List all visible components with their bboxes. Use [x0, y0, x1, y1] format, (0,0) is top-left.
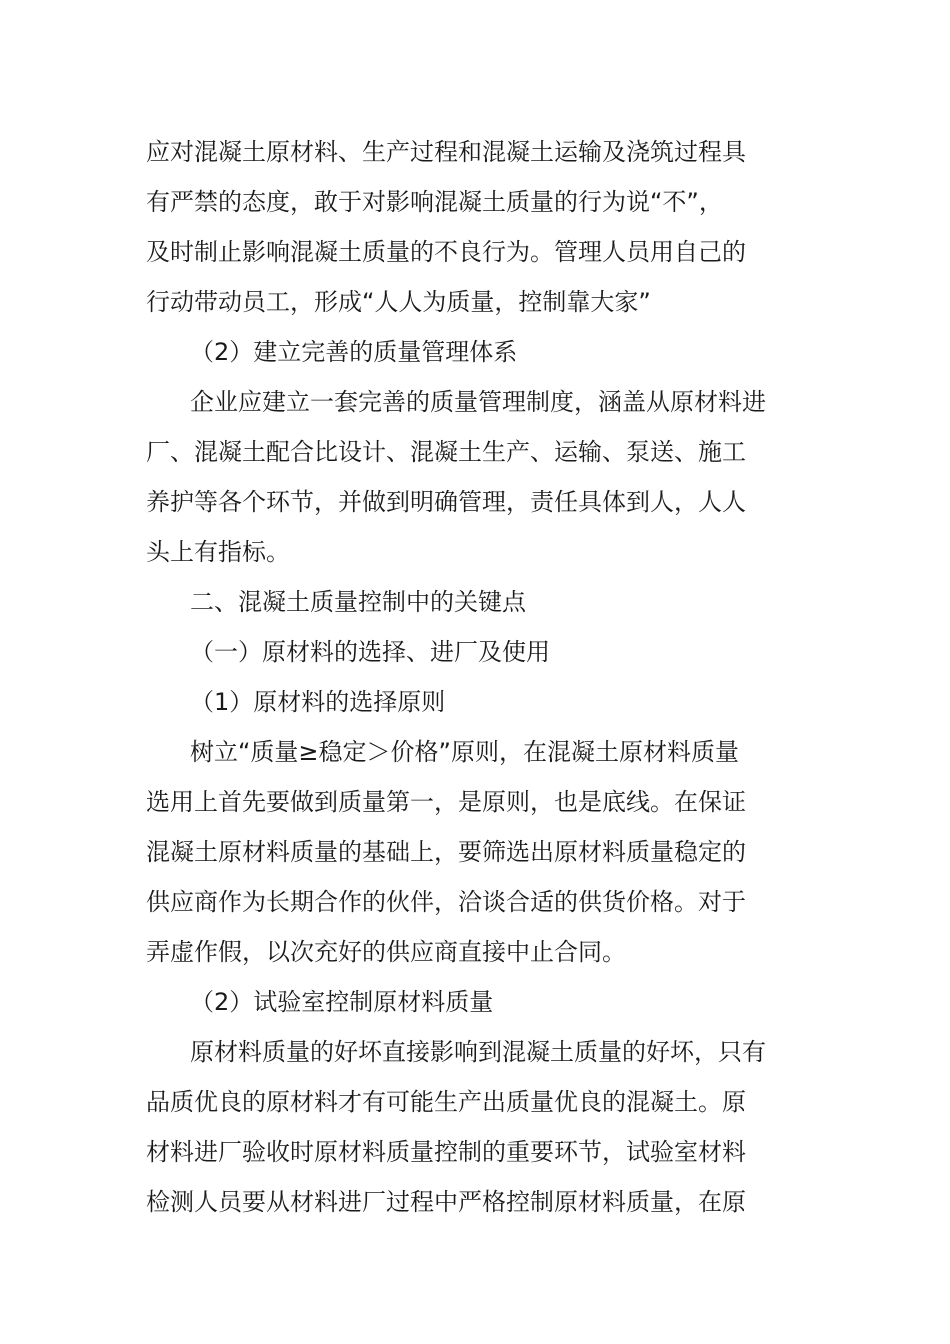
paragraph-start: 树立“质量≥稳定＞价格”原则，在混凝土原材料质量: [190, 738, 739, 766]
text-line: 品质优良的原材料才有可能生产出质量优良的混凝土。原: [146, 1088, 746, 1116]
text-line: 及时制止影响混凝土质量的不良行为。管理人员用自己的: [146, 238, 746, 266]
text-line: 养护等各个环节，并做到明确管理，责任具体到人，人人: [146, 488, 746, 516]
section-heading: （一）原材料的选择、进厂及使用: [190, 638, 550, 666]
paragraph-start: 原材料质量的好坏直接影响到混凝土质量的好坏，只有: [190, 1038, 766, 1066]
subsection-heading: （1）原材料的选择原则: [190, 688, 446, 716]
text-line: 混凝土原材料质量的基础上，要筛选出原材料质量稳定的: [146, 838, 746, 866]
text-line: 应对混凝土原材料、生产过程和混凝土运输及浇筑过程具: [146, 138, 746, 166]
section-heading: （2）建立完善的质量管理体系: [190, 338, 518, 366]
text-line: 材料进厂验收时原材料质量控制的重要环节，试验室材料: [146, 1138, 746, 1166]
text-line: 行动带动员工，形成“人人为质量，控制靠大家”: [146, 288, 651, 316]
paragraph-start: 企业应建立一套完善的质量管理制度，涵盖从原材料进: [190, 388, 766, 416]
text-line: 头上有指标。: [146, 538, 290, 566]
text-line: 厂、混凝土配合比设计、混凝土生产、运输、泵送、施工: [146, 438, 746, 466]
subsection-heading: （2）试验室控制原材料质量: [190, 988, 494, 1016]
text-line: 选用上首先要做到质量第一，是原则，也是底线。在保证: [146, 788, 746, 816]
text-line: 弄虚作假，以次充好的供应商直接中止合同。: [146, 938, 626, 966]
document-body: [146, 127, 810, 1227]
text-line: 有严禁的态度，敢于对影响混凝土质量的行为说“不”，: [146, 188, 723, 216]
chapter-heading: 二、混凝土质量控制中的关键点: [190, 588, 526, 616]
text-line: 供应商作为长期合作的伙伴，洽谈合适的供货价格。对于: [146, 888, 746, 916]
text-line: 检测人员要从材料进厂过程中严格控制原材料质量，在原: [146, 1188, 746, 1216]
